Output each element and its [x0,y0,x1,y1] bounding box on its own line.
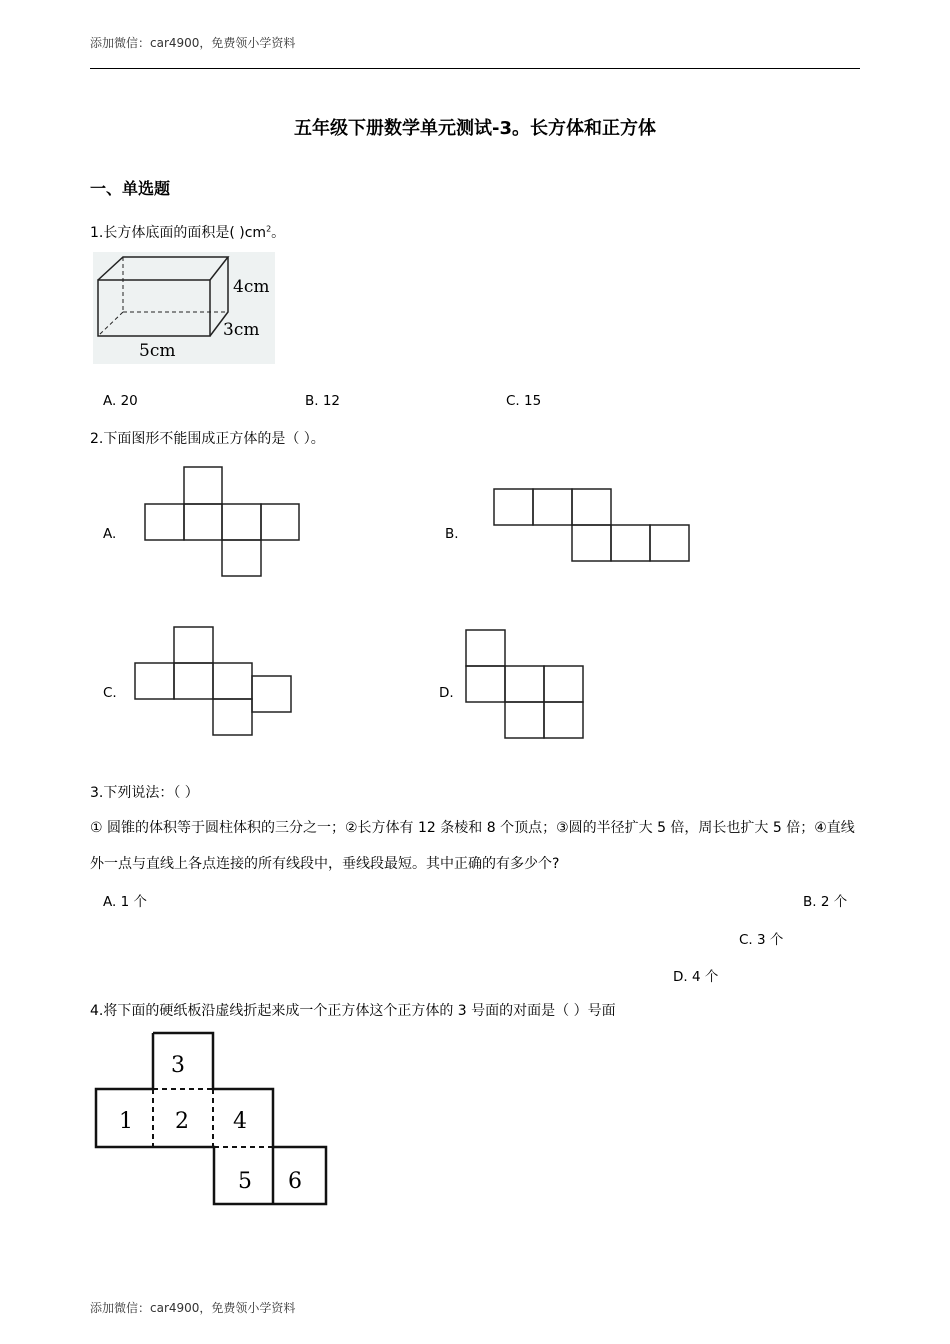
net-figure-a [140,464,306,580]
label-length: 5cm [139,341,176,361]
question-3-body: ① 圆锥的体积等于圆柱体积的三分之一；②长方体有 12 条棱和 8 个顶点；③圆的半径扩大 5 倍，周长也扩大 5 倍；④直线外一点与直线上各点连接的所有线段中，垂线段最短。其中正确的有多少个? [90,820,855,872]
face-1: 1 [119,1109,133,1134]
q3-option-d[interactable]: D. 4 个 [673,969,719,985]
label-height: 4cm [233,277,270,297]
q1-option-c[interactable]: C. 15 [506,393,542,409]
q3-option-a[interactable]: A. 1 个 [103,894,147,910]
q2-option-d[interactable]: D. [439,685,454,701]
q2-option-b[interactable]: B. [445,526,459,542]
net-figure-d [462,626,588,742]
page-title: 五年级下册数学单元测试-3。长方体和正方体 [294,118,656,139]
page-header: 添加微信：car4900，免费领小学资料 [90,36,296,50]
label-width: 3cm [223,320,260,340]
q2-option-c[interactable]: C. [103,685,117,701]
question-1-superscript: 2 [266,224,272,234]
header-rule [90,68,860,69]
face-4: 4 [233,1109,247,1134]
question-1-text: 1.长方体底面的面积是( )cm [90,225,267,241]
question-2-text: 2.下面图形不能围成正方体的是（ ）。 [90,431,325,447]
face-3: 3 [171,1053,185,1078]
page-footer: 添加微信：car4900，免费领小学资料 [90,1301,296,1315]
net-figure-c [130,623,296,741]
q1-option-a[interactable]: A. 20 [103,393,138,409]
q1-option-b[interactable]: B. 12 [305,393,341,409]
face-2: 2 [175,1109,189,1134]
face-6: 6 [288,1169,302,1194]
cube-net-figure [90,1030,332,1210]
q3-option-c[interactable]: C. 3 个 [739,932,784,948]
question-1-suffix: 。 [271,225,286,241]
question-4-text: 4.将下面的硬纸板沿虚线折起来成一个正方体这个正方体的 3 号面的对面是（ ）号面 [90,1003,616,1019]
section-heading: 一、单选题 [90,179,171,198]
cuboid-figure [93,252,275,364]
question-3-text: 3.下列说法：（ ） [90,785,199,801]
question-1 [90,222,285,242]
net-figure-b [490,485,696,565]
face-5: 5 [238,1169,252,1194]
q3-option-b[interactable]: B. 2 个 [803,894,848,910]
q2-option-a[interactable]: A. [103,526,117,542]
